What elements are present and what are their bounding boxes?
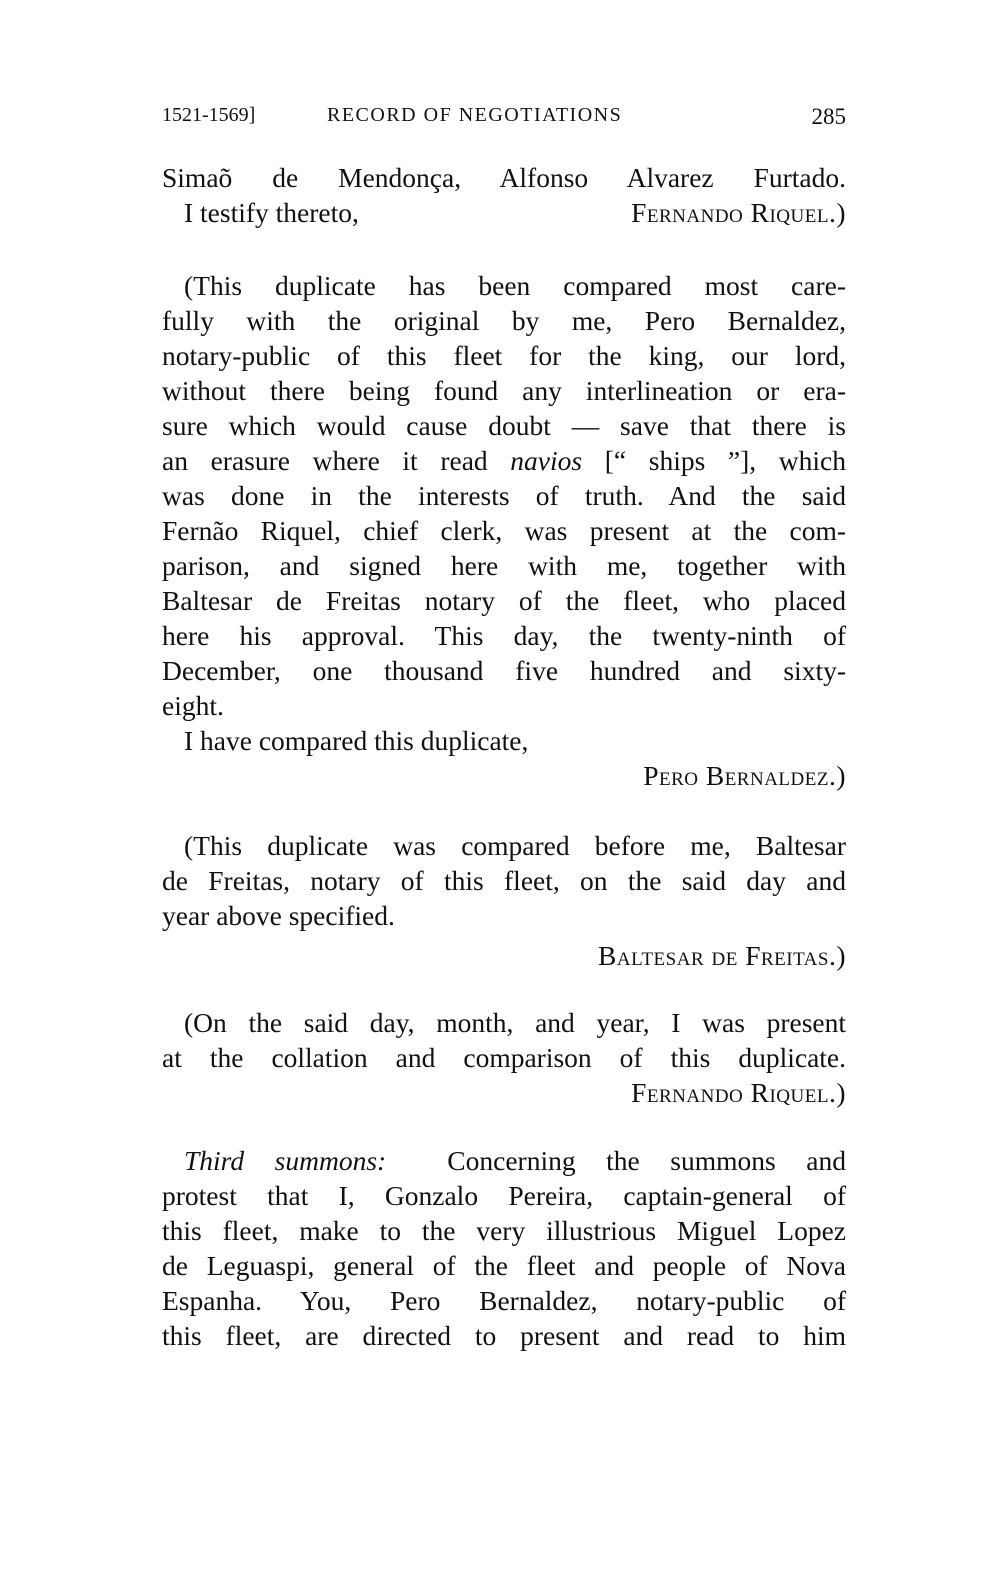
para1-line: (This duplicate has been compared most care-	[184, 270, 846, 301]
para1-line: here his approval. This day, the twenty-ninth of	[162, 620, 846, 651]
third-summons-line: this fleet, are directed to present and read to him	[162, 1320, 846, 1351]
signature-fernando-riquel: Fernando Riquel.)	[631, 197, 846, 228]
third-summons-label: Third summons:	[184, 1145, 387, 1176]
para1-line: notary-public of this fleet for the king, our lord,	[162, 340, 846, 371]
para2-line: de Freitas, notary of this fleet, on the said day and	[162, 865, 846, 896]
para2-line: year above specified.	[162, 900, 395, 931]
para1-line: eight.	[162, 690, 224, 721]
para2-line: (This duplicate was compared before me, Baltesar	[184, 830, 846, 861]
para3-line: (On the said day, month, and year, I was present	[184, 1007, 846, 1038]
running-header	[162, 104, 846, 134]
third-summons-line: this fleet, make to the very illustrious Miguel Lopez	[162, 1215, 846, 1246]
page-number: 285	[811, 104, 846, 129]
erasure-text-before: an erasure where it read	[162, 445, 511, 476]
compared-text: I have compared this duplicate,	[184, 725, 529, 756]
date-range: 1521-1569]	[162, 104, 256, 126]
third-summons-line: Espanha. You, Pero Bernaldez, notary-public of	[162, 1285, 846, 1316]
para1-erasure-line	[162, 443, 846, 478]
signature-baltesar-de-freitas: Baltesar de Freitas.)	[598, 940, 846, 971]
para1-line: sure which would cause doubt — save that there is	[162, 410, 846, 441]
testify-text: I testify thereto,	[184, 197, 359, 228]
third-summons-line: de Leguaspi, general of the fleet and people of Nova	[162, 1250, 846, 1281]
para3-line: at the collation and comparison of this duplicate.	[162, 1042, 846, 1073]
para1-line: parison, and signed here with me, together with	[162, 550, 846, 581]
para1-line: Baltesar de Freitas notary of the fleet, who placed	[162, 585, 846, 616]
signatories-line: Simaõ de Mendonça, Alfonso Alvarez Furtado.	[162, 162, 846, 193]
running-title: RECORD OF NEGOTIATIONS	[327, 104, 623, 126]
erasure-text-after: [“ ships ”], which	[582, 445, 846, 476]
para1-line: fully with the original by me, Pero Bernaldez,	[162, 305, 846, 336]
signature-pero-bernaldez: Pero Bernaldez.)	[643, 760, 846, 791]
para1-line: was done in the interests of truth. And the said	[162, 480, 846, 511]
para1-line: December, one thousand five hundred and sixty-	[162, 655, 846, 686]
signature-fernando-riquel-2: Fernando Riquel.)	[631, 1077, 846, 1108]
para1-line: without there being found any interlineation or era-	[162, 375, 846, 406]
third-summons-first-line	[162, 1143, 846, 1178]
navios-italic: navios	[510, 445, 583, 476]
testify-line	[162, 195, 846, 230]
para1-line: Fernão Riquel, chief clerk, was present at the com-	[162, 515, 846, 546]
third-summons-line: protest that I, Gonzalo Pereira, captain-general of	[162, 1180, 846, 1211]
third-summons-first-text: Concerning the summons and	[386, 1145, 846, 1176]
